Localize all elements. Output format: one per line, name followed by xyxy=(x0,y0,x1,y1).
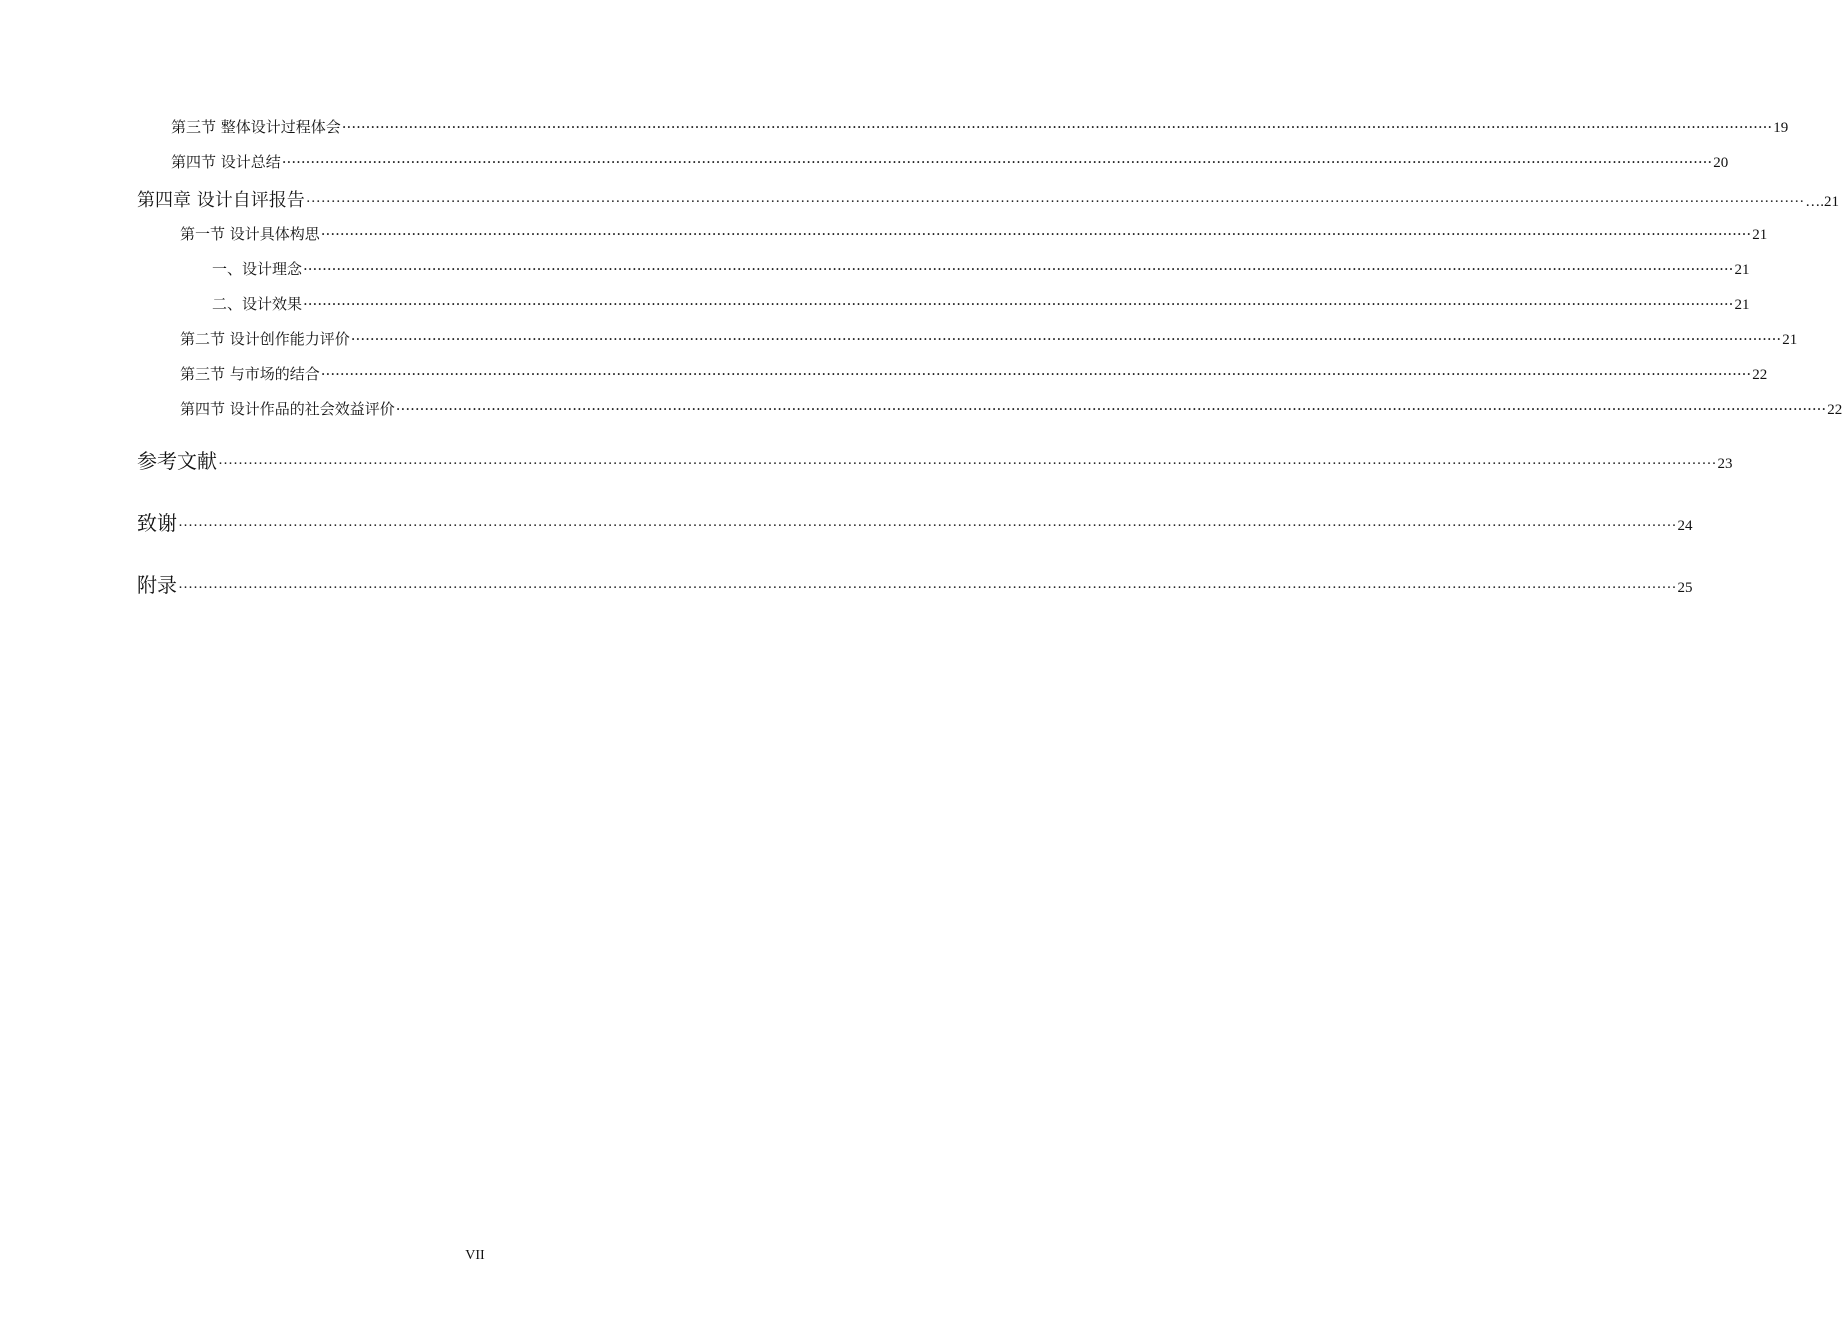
dot-leader: ············································································································································································································································································································ xyxy=(320,225,1752,243)
toc-page-number: 22 xyxy=(1752,367,1768,383)
toc-page-number: 25 xyxy=(1677,580,1693,596)
toc-entry[interactable] xyxy=(180,363,1768,384)
toc-entry[interactable] xyxy=(137,186,1840,212)
dot-leader: ············································································································································································································································································································ xyxy=(341,118,1773,136)
toc-label: 第三节 整体设计过程体会 xyxy=(171,118,341,136)
toc-label: 第四章 设计自评报告 xyxy=(137,190,305,211)
toc-label: 第一节 设计具体构思 xyxy=(180,225,320,243)
toc-entry[interactable] xyxy=(180,223,1768,244)
toc-entry[interactable] xyxy=(212,293,1750,314)
dot-leader: ············································································································································································································································································································ xyxy=(303,295,1734,313)
toc-page-number: 23 xyxy=(1717,456,1733,472)
toc-entry[interactable] xyxy=(171,151,1729,172)
toc-page-number: 22 xyxy=(1827,402,1842,418)
page-number-footer: VII xyxy=(465,1248,485,1263)
dot-leader: ············································································································································································································································································································ xyxy=(281,153,1713,171)
toc-label: 第四节 设计作品的社会效益评价 xyxy=(180,400,395,418)
toc-page-number: 24 xyxy=(1677,518,1693,534)
toc-label: 二、设计效果 xyxy=(212,295,303,313)
dot-leader: ············································································································································································································································································································ xyxy=(218,456,1717,472)
toc-page-number: ….21 xyxy=(1805,194,1840,210)
toc-entry[interactable] xyxy=(212,258,1750,279)
dot-leader: ············································································································································································································································································································ xyxy=(178,518,1677,534)
toc-entry[interactable] xyxy=(180,328,1798,349)
toc-label: 参考文献 xyxy=(137,449,217,473)
dot-leader: ············································································································································································································································································································ xyxy=(320,365,1752,383)
toc-page-number: 20 xyxy=(1713,155,1729,171)
toc-label: 一、设计理念 xyxy=(212,260,303,278)
dot-leader: ············································································································································································································································································································ xyxy=(303,260,1734,278)
toc-label: 第三节 与市场的结合 xyxy=(180,365,320,383)
toc-entry[interactable] xyxy=(137,445,1733,474)
toc-entry[interactable] xyxy=(137,569,1693,598)
toc-entry[interactable] xyxy=(180,398,1842,419)
toc-label: 第二节 设计创作能力评价 xyxy=(180,330,350,348)
dot-leader: ············································································································································································································································································································ xyxy=(305,194,1805,210)
toc-label: 附录 xyxy=(137,573,177,597)
toc-page-number: 21 xyxy=(1782,332,1798,348)
toc-page-number: 21 xyxy=(1752,227,1768,243)
toc-entry[interactable] xyxy=(137,507,1693,536)
dot-leader: ············································································································································································································································································································ xyxy=(395,400,1827,418)
toc-label: 第四节 设计总结 xyxy=(171,153,281,171)
toc-entry[interactable] xyxy=(171,116,1789,137)
toc-page-number: 21 xyxy=(1734,297,1750,313)
toc-label: 致谢 xyxy=(137,511,177,535)
dot-leader: ············································································································································································································································································································ xyxy=(178,580,1677,596)
toc-page-number: 21 xyxy=(1734,262,1750,278)
toc-page-number: 19 xyxy=(1773,120,1789,136)
dot-leader: ············································································································································································································································································································ xyxy=(350,330,1782,348)
